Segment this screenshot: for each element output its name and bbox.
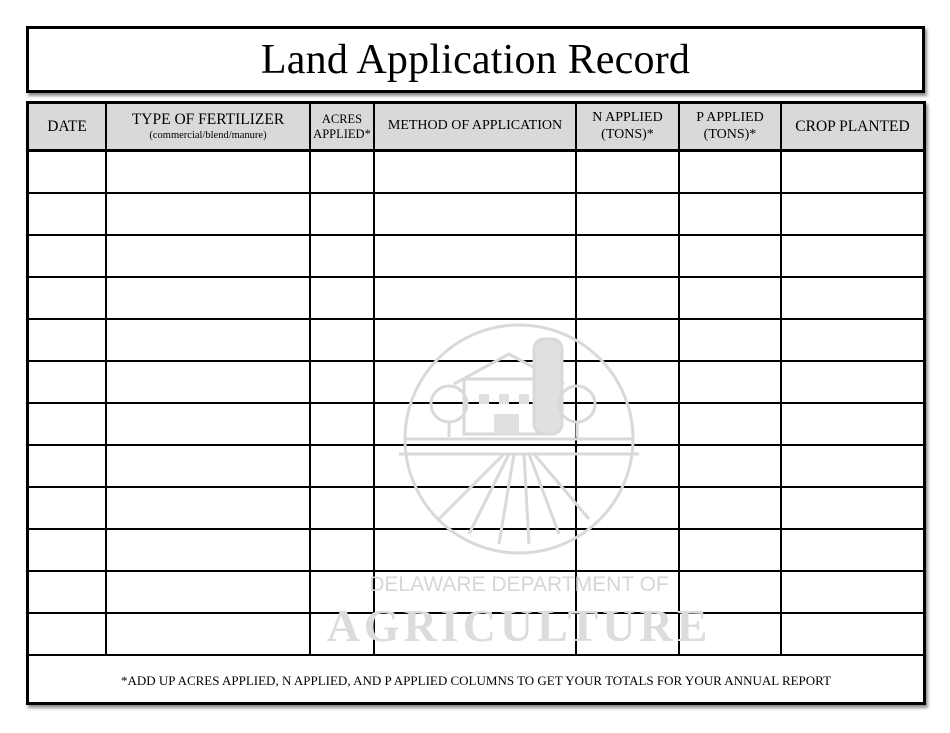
table-row: [29, 571, 923, 613]
cell-n[interactable]: [576, 151, 679, 194]
cell-acres[interactable]: [310, 193, 374, 235]
cell-method[interactable]: [374, 361, 576, 403]
cell-n[interactable]: [576, 445, 679, 487]
cell-crop[interactable]: [781, 403, 923, 445]
cell-type[interactable]: [106, 403, 310, 445]
col-n-header: N APPLIED (TONS)*: [576, 104, 679, 151]
cell-method[interactable]: [374, 445, 576, 487]
cell-p[interactable]: [679, 571, 781, 613]
cell-crop[interactable]: [781, 319, 923, 361]
cell-date[interactable]: [29, 613, 106, 655]
cell-method[interactable]: [374, 151, 576, 194]
watermark-line2: AGRICULTURE: [326, 600, 712, 651]
cell-crop[interactable]: [781, 613, 923, 655]
cell-acres[interactable]: [310, 235, 374, 277]
cell-acres[interactable]: [310, 571, 374, 613]
cell-acres[interactable]: [310, 487, 374, 529]
cell-type[interactable]: [106, 445, 310, 487]
table-row: [29, 613, 923, 655]
cell-acres[interactable]: [310, 613, 374, 655]
cell-date[interactable]: [29, 361, 106, 403]
cell-date[interactable]: [29, 445, 106, 487]
col-date-header: DATE: [29, 104, 106, 151]
cell-crop[interactable]: [781, 361, 923, 403]
header-row: [29, 104, 923, 151]
table-row: [29, 151, 923, 194]
table-row: [29, 277, 923, 319]
col-crop-header: CROP PLANTED: [781, 104, 923, 151]
col-type-header: TYPE OF FERTILIZER (commercial/blend/manure): [106, 104, 310, 151]
watermark-line1: DELAWARE DEPARTMENT OF: [369, 573, 669, 596]
cell-method[interactable]: [374, 571, 576, 613]
cell-n[interactable]: [576, 529, 679, 571]
cell-n[interactable]: [576, 403, 679, 445]
cell-p[interactable]: [679, 613, 781, 655]
cell-crop[interactable]: [781, 571, 923, 613]
cell-method[interactable]: [374, 319, 576, 361]
cell-date[interactable]: [29, 319, 106, 361]
col-method-header: METHOD OF APPLICATION: [374, 104, 576, 151]
table-row: [29, 445, 923, 487]
cell-p[interactable]: [679, 193, 781, 235]
footer-note-text: *ADD UP ACRES APPLIED, N APPLIED, AND P APPLIED COLUMNS TO GET YOUR TOTALS FOR YOUR ANNUAL REPORT: [120, 672, 832, 688]
cell-acres[interactable]: [310, 445, 374, 487]
cell-type[interactable]: [106, 361, 310, 403]
cell-type[interactable]: [106, 319, 310, 361]
cell-n[interactable]: [576, 613, 679, 655]
cell-method[interactable]: [374, 403, 576, 445]
cell-crop[interactable]: [781, 277, 923, 319]
cell-type[interactable]: [106, 151, 310, 194]
table-row: [29, 235, 923, 277]
cell-acres[interactable]: [310, 529, 374, 571]
table-row: [29, 193, 923, 235]
cell-method[interactable]: [374, 529, 576, 571]
cell-method[interactable]: [374, 613, 576, 655]
footer-note: [29, 659, 923, 702]
cell-acres[interactable]: [310, 277, 374, 319]
cell-acres[interactable]: [310, 151, 374, 194]
col-p-header: P APPLIED (TONS)*: [679, 104, 781, 151]
cell-type[interactable]: [106, 193, 310, 235]
cell-method[interactable]: [374, 235, 576, 277]
cell-crop[interactable]: [781, 235, 923, 277]
cell-p[interactable]: [679, 487, 781, 529]
cell-p[interactable]: [679, 151, 781, 194]
cell-date[interactable]: [29, 403, 106, 445]
cell-crop[interactable]: [781, 487, 923, 529]
record-form: [26, 101, 926, 705]
col-acres-header: ACRES APPLIED*: [310, 104, 374, 151]
cell-date[interactable]: [29, 151, 106, 194]
cell-p[interactable]: [679, 361, 781, 403]
cell-p[interactable]: [679, 529, 781, 571]
cell-date[interactable]: [29, 277, 106, 319]
record-table: [29, 104, 923, 656]
cell-n[interactable]: [576, 277, 679, 319]
cell-acres[interactable]: [310, 319, 374, 361]
cell-crop[interactable]: [781, 529, 923, 571]
cell-type[interactable]: [106, 571, 310, 613]
cell-date[interactable]: [29, 529, 106, 571]
title-box: [26, 26, 925, 93]
cell-n[interactable]: [576, 361, 679, 403]
table-row: [29, 361, 923, 403]
cell-method[interactable]: [374, 193, 576, 235]
page-title: Land Application Record: [260, 36, 691, 83]
cell-type[interactable]: [106, 277, 310, 319]
cell-type[interactable]: [106, 235, 310, 277]
cell-type[interactable]: [106, 529, 310, 571]
cell-n[interactable]: [576, 193, 679, 235]
cell-crop[interactable]: [781, 193, 923, 235]
cell-n[interactable]: [576, 319, 679, 361]
table-row: [29, 319, 923, 361]
cell-p[interactable]: [679, 319, 781, 361]
cell-acres[interactable]: [310, 403, 374, 445]
cell-date[interactable]: [29, 487, 106, 529]
cell-p[interactable]: [679, 277, 781, 319]
cell-method[interactable]: [374, 487, 576, 529]
cell-p[interactable]: [679, 403, 781, 445]
table-row: [29, 487, 923, 529]
cell-crop[interactable]: [781, 445, 923, 487]
cell-p[interactable]: [679, 445, 781, 487]
cell-type[interactable]: [106, 487, 310, 529]
cell-acres[interactable]: [310, 361, 374, 403]
cell-date[interactable]: [29, 235, 106, 277]
cell-date[interactable]: [29, 193, 106, 235]
cell-n[interactable]: [576, 571, 679, 613]
cell-n[interactable]: [576, 487, 679, 529]
cell-method[interactable]: [374, 277, 576, 319]
cell-crop[interactable]: [781, 151, 923, 194]
table-row: [29, 403, 923, 445]
cell-p[interactable]: [679, 235, 781, 277]
table-row: [29, 529, 923, 571]
cell-date[interactable]: [29, 571, 106, 613]
cell-type[interactable]: [106, 613, 310, 655]
cell-n[interactable]: [576, 235, 679, 277]
